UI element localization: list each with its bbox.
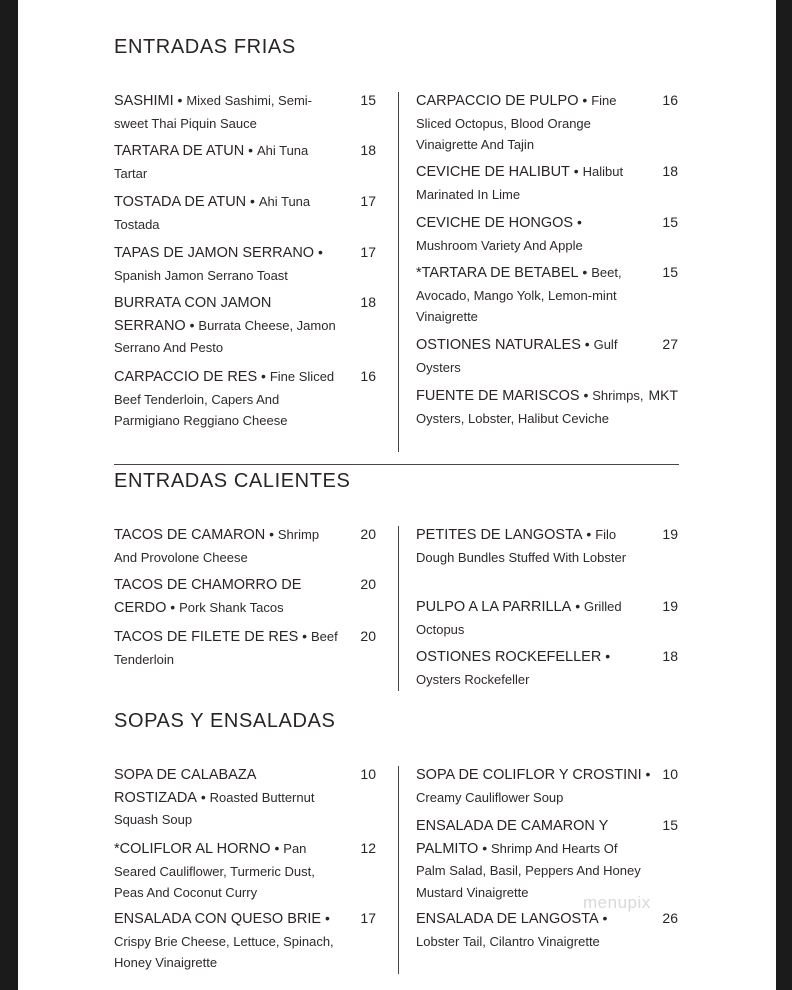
item-name: PETITES DE LANGOSTA [416,527,583,543]
item-name: OSTIONES NATURALES [416,337,581,353]
separator-dot: • [482,839,488,856]
item-desc: Pork Shank Tacos [179,599,284,615]
separator-dot: • [248,142,254,158]
separator-dot: • [605,648,611,664]
separator-dot: • [261,368,266,384]
item-name: TACOS DE FILETE DE RES [114,629,299,645]
item-name: *TARTARA DE BETABEL [416,265,579,281]
menu-item [114,524,376,568]
menu-item [114,574,376,619]
separator-dot: • [645,766,651,782]
separator-dot: • [200,788,206,805]
separator-dot: • [582,264,588,280]
item-price: 18 [662,648,678,664]
menu-item [114,242,376,286]
item-price: 16 [662,92,678,108]
item-name: FUENTE DE MARISCOS [416,388,580,404]
item-desc: Gulf Oysters [416,337,618,375]
section-title-entradas-frias: ENTRADAS FRIAS [114,36,296,58]
separator-dot: • [177,92,183,108]
item-name: CEVICHE DE HALIBUT [416,164,570,180]
item-name: ENSALADA DE LANGOSTA [416,911,599,927]
item-desc: Shrimps, Oysters, Lobster, Halibut Ceviche [416,388,644,426]
item-price: 15 [662,264,678,280]
item-price: 20 [360,628,376,644]
item-name: SASHIMI [114,93,174,109]
item-name: ENSALADA DE CAMARON Y PALMITO [416,818,609,857]
item-name: CARPACCIO DE RES [114,369,258,385]
column-divider [398,766,399,974]
item-name: *COLIFLOR AL HORNO [114,841,271,857]
item-name: TOSTADA DE ATUN [114,194,247,210]
item-desc: Fine Sliced Octopus, Blood Orange Vinaigrette And Tajin [416,93,617,152]
menu-item [416,334,678,378]
separator-dot: • [584,336,590,352]
item-desc: Roasted Butternut Squash Soup [114,789,315,827]
item-desc: Beef Tenderloin [114,629,338,667]
separator-dot: • [170,598,176,615]
item-desc: Ahi Tuna Tartar [114,143,309,181]
item-price: 15 [662,214,678,230]
item-name: PULPO A LA PARRILLA [416,599,572,615]
separator-dot: • [250,193,255,209]
menu-item [114,90,376,134]
menu-item [114,292,376,359]
item-desc: Lobster Tail, Cilantro Vinaigrette [416,933,600,949]
menu-item [416,385,678,429]
column-divider [398,526,399,691]
item-price: MKT [648,387,678,403]
item-desc: Grilled Octopus [416,599,622,637]
item-price: 19 [662,598,678,614]
item-price: 19 [662,526,678,542]
item-desc: Creamy Cauliflower Soup [416,789,564,805]
menu-item [416,764,678,808]
menu-item [416,646,678,690]
menu-item [114,366,376,432]
item-price: 18 [360,294,376,310]
menu-item [114,838,376,904]
item-name: CARPACCIO DE PULPO [416,93,579,109]
separator-dot: • [302,628,308,644]
separator-dot: • [573,163,579,179]
separator-dot: • [189,316,195,333]
item-name: TACOS DE CAMARON [114,527,266,543]
separator-dot: • [274,840,280,856]
item-desc: Crispy Brie Cheese, Lettuce, Spinach, Honey Vinaigrette [114,933,334,970]
item-name: TAPAS DE JAMON SERRANO [114,245,315,261]
menu-item [416,524,678,568]
menu-item [416,161,678,205]
menu-item [416,90,678,156]
item-name: CEVICHE DE HONGOS [416,215,574,231]
item-name: OSTIONES ROCKEFELLER [416,649,602,665]
item-desc: Mushroom Variety And Apple [416,237,583,253]
separator-dot: • [586,526,592,542]
menu-item [114,191,376,235]
item-name: ENSALADA CON QUESO BRIE [114,911,322,927]
menu-item [416,212,678,256]
item-price: 17 [360,193,376,209]
menu-item [114,764,376,831]
item-price: 12 [360,840,376,856]
menu-item [114,140,376,184]
item-price: 16 [360,368,376,384]
item-name: SOPA DE CALABAZA ROSTIZADA [114,767,256,806]
item-desc: Mixed Sashimi, Semi-sweet Thai Piquin Sauce [114,93,313,131]
item-price: 18 [360,142,376,158]
item-name: TACOS DE CHAMORRO DE CERDO [114,577,302,616]
menu-item [114,626,376,670]
item-price: 15 [360,92,376,108]
section-title-sopas-y-ensaladas: SOPAS Y ENSALADAS [114,710,336,732]
separator-dot: • [269,526,274,542]
item-desc: Fine Sliced Beef Tenderloin, Capers And Parmigiano Reggiano Cheese [114,369,335,428]
column-divider [398,92,399,452]
item-price: 15 [662,817,678,833]
item-desc: Shrimp And Hearts Of Palm Salad, Basil, Peppers And Honey Mustard Vinaigrette [416,840,641,900]
menu-item [416,596,678,640]
separator-dot: • [583,387,589,403]
item-name: TARTARA DE ATUN [114,143,245,159]
item-desc: Shrimp And Provolone Cheese [114,527,320,565]
separator-dot: • [602,910,608,926]
item-desc: Beet, Avocado, Mango Yolk, Lemon-mint Vinaigrette [416,265,622,324]
item-desc: Oysters Rockefeller [416,671,530,687]
item-price: 27 [662,336,678,352]
item-desc: Spanish Jamon Serrano Toast [114,267,288,283]
item-desc: Ahi Tuna Tostada [114,194,311,232]
separator-dot: • [582,92,588,108]
watermark-logo: menupix [583,893,651,912]
menu-item [416,262,678,328]
item-price: 20 [360,576,376,592]
item-price: 17 [360,910,376,926]
item-price: 10 [360,766,376,782]
menu-item [114,908,376,974]
menu-item [416,908,678,952]
section-divider [114,464,679,465]
item-price: 10 [662,766,678,782]
menu-item [416,815,678,903]
item-desc: Burrata Cheese, Jamon Serrano And Pesto [114,317,336,355]
separator-dot: • [575,598,581,614]
item-name: SOPA DE COLIFLOR Y CROSTINI [416,767,642,783]
item-price: 20 [360,526,376,542]
item-desc: Pan Seared Cauliflower, Turmeric Dust, Peas And Coconut Curry [114,841,315,900]
separator-dot: • [577,214,582,230]
separator-dot: • [324,910,330,926]
item-name: BURRATA CON JAMON SERRANO [114,295,272,334]
item-desc: Filo Dough Bundles Stuffed With Lobster [416,527,627,565]
separator-dot: • [317,244,323,260]
item-price: 17 [360,244,376,260]
item-desc: Halibut Marinated In Lime [416,164,624,202]
section-title-entradas-calientes: ENTRADAS CALIENTES [114,470,351,492]
item-price: 26 [662,910,678,926]
item-price: 18 [662,163,678,179]
menu-page [18,0,776,990]
